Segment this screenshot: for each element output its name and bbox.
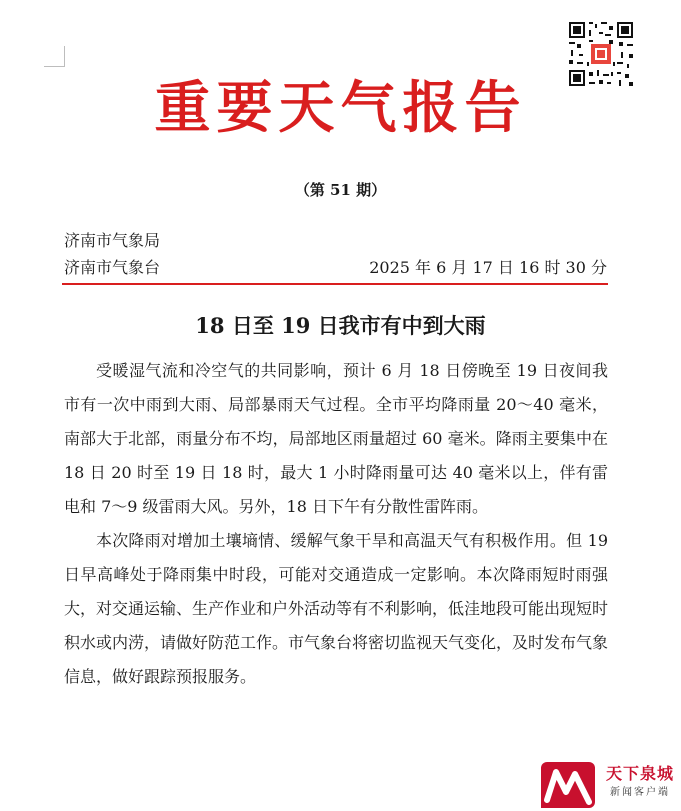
issuer-observatory: 济南市气象台 [64,258,161,277]
margin-corner-mark [44,46,65,67]
report-body [64,354,608,694]
issue-number: （第 51 期） [294,181,387,199]
report-headline: 18 日至 19 日我市有中到大雨 [195,313,486,338]
watermark-text [602,763,678,801]
report-title: 重要天气报告 [154,75,527,141]
header-divider [62,283,608,285]
watermark-brand: 天下泉城 [605,764,674,783]
watermark-subtitle: 新闻客户端 [610,787,670,798]
tianxia-quancheng-logo-icon [541,762,595,808]
body-paragraph-impact: 本次降雨对增加土壤墒情、缓解气象干旱和高温天气有积极作用。但 19 日早高峰处于降雨集中时段，可能对交通造成一定影响。本次降雨短时雨强大，对交通运输、生产作业和户外活动等有不利影响，低洼地段可能出现短时积水或内涝，请做好防范工作。市气象台将密切监视天气变化，及时发布气象信息，做好跟踪预报服务。 [64,531,609,686]
issue-datetime: 2025 年 6 月 17 日 16 时 30 分 [369,258,607,277]
issuer-bureau: 济南市气象局 [64,231,161,250]
body-paragraph-forecast: 受暖湿气流和冷空气的共同影响，预计 6 月 18 日傍晚至 19 日夜间我市有一次中雨到大雨、局部暴雨天气过程。全市平均降雨量 20～40 毫米，南部大于北部，雨量分布不均，局部地区雨量超过 60 毫米。降雨主要集中在 18 日 20 时至 19 日 18 时，最大 1 小时降雨量可达 40 毫米以上，伴有雷电和 7～9 级雷雨大风。另外，18 日下午有分散性雷阵雨。 [64,361,608,516]
